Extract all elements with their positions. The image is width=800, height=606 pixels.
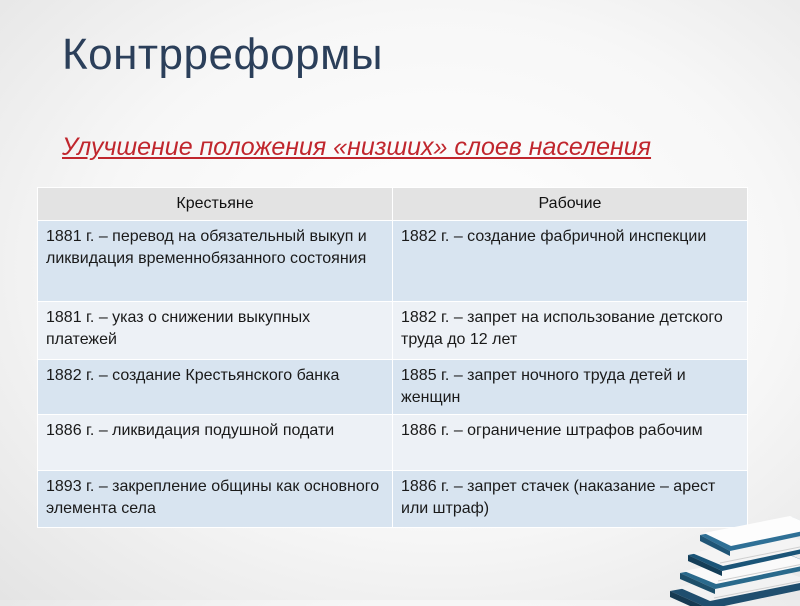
cell-peasants: 1881 г. – перевод на обязательный выкуп и ликвидация временнобязанного состояния [38,221,393,302]
header-peasants: Крестьяне [38,188,393,221]
cell-peasants: 1886 г. – ликвидация подушной подати [38,415,393,471]
table-header-row [38,188,748,221]
table-row [38,415,748,471]
cell-workers: 1882 г. – создание фабричной инспекции [393,221,748,302]
cell-workers: 1886 г. – запрет стачек (наказание – арест или штраф) [393,471,748,528]
cell-peasants: 1881 г. – указ о снижении выкупных платежей [38,302,393,360]
cell-peasants: 1882 г. – создание Крестьянского банка [38,360,393,415]
table-row [38,302,748,360]
cell-peasants: 1893 г. – закрепление общины как основного элемента села [38,471,393,528]
cell-workers: 1885 г. – запрет ночного труда детей и женщин [393,360,748,415]
page-title: Контрреформы [62,30,383,79]
cell-workers: 1882 г. – запрет на использование детского труда до 12 лет [393,302,748,360]
stack-of-books-icon [660,491,800,606]
table-row [38,360,748,415]
page-subtitle: Улучшение положения «низших» слоев населения [62,133,652,161]
table-row [38,221,748,302]
reforms-table [37,187,748,528]
table-row [38,471,748,528]
header-workers: Рабочие [393,188,748,221]
cell-workers: 1886 г. – ограничение штрафов рабочим [393,415,748,471]
